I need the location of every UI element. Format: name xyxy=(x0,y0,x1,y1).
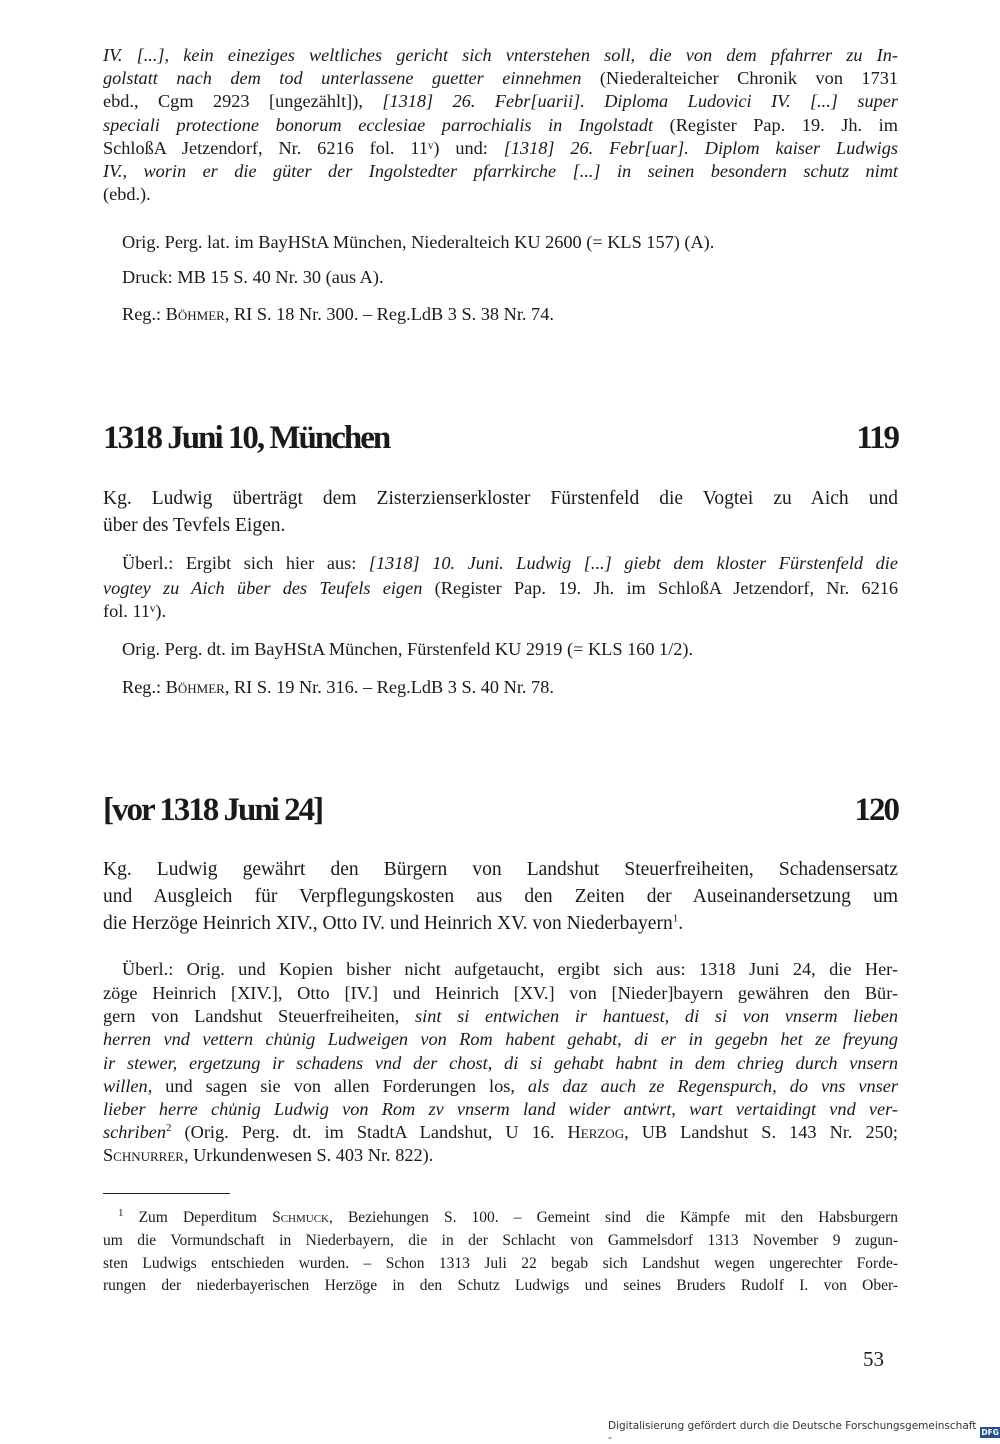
text-span: SchloßA Jetzendorf, Nr. 6216 fol. 11ᵛ) und: xyxy=(103,137,504,158)
footnote-cont xyxy=(103,1230,898,1298)
text-line: die Herzöge Heinrich XIV., Otto IV. und Heinrich XV. von Niederbayern$^1$. xyxy=(103,912,684,934)
orig-line: Orig. Perg. dt. im BayHStA München, Fürstenfeld KU 2919 (= KLS 160 1/2). xyxy=(122,639,694,659)
text-line xyxy=(103,1144,898,1167)
text-line: und Ausgleich für Verpflegungskosten aus den Zeiten der Auseinandersetzung um xyxy=(103,886,898,907)
text-span: , UB Landshut S. 143 Nr. 250; xyxy=(624,1122,899,1143)
reg-line xyxy=(122,676,898,699)
author-name: Schnurrer xyxy=(103,1145,184,1166)
reg-prefix: Reg.: xyxy=(122,677,166,697)
author-name: Böhmer xyxy=(165,304,225,324)
italic-span: vogtey zu Aich über des Teufels eigen xyxy=(103,578,423,598)
text-line: (ebd.). xyxy=(103,184,151,205)
entry-heading xyxy=(103,420,898,457)
entry-heading xyxy=(103,792,898,829)
text-span: gern von Landshut Steuerfreiheiten, xyxy=(103,1006,416,1027)
entry-summary xyxy=(103,485,898,539)
entry-number: 120 xyxy=(854,792,898,828)
continuation-paragraph xyxy=(103,44,898,206)
footnote-ref: 1 xyxy=(672,912,679,925)
reg-rest: , RI S. 19 Nr. 316. – Reg.LdB 3 S. 40 Nr. 78. xyxy=(224,677,554,697)
author-name: Böhmer xyxy=(165,677,225,697)
text-span: ebd., Cgm 2923 [ungezählt]), xyxy=(103,91,383,112)
entry-date: 1318 Juni 10, München xyxy=(103,420,390,456)
text-line: Kg. Ludwig gewährt den Bürgern von Landshut Steuerfreiheiten, Schadensersatz xyxy=(103,859,898,880)
text-span: (Niederalteicher Chronik von 1731 xyxy=(581,68,898,89)
italic-span: willen xyxy=(103,1075,148,1096)
text-line: Kg. Ludwig überträgt dem Zisterzienserkloster Fürstenfeld die Vogtei zu Aich und xyxy=(103,488,898,509)
text-span: die Herzöge Heinrich XIV., Otto IV. und Heinrich XV. von Niederbayern xyxy=(103,913,673,934)
italic-span: [1318] 10. Juni. Ludwig [...] giebt dem kloster Fürstenfeld die xyxy=(368,553,898,573)
footnote-divider xyxy=(103,1193,230,1194)
text-line: herren vnd vettern chu̍nig Ludweigen von Rom habent gehabt, di er in gegebn het ze freyung xyxy=(103,1029,898,1050)
text-line xyxy=(103,137,898,160)
author-name: Herzog xyxy=(567,1122,625,1143)
author-name: Schmuck xyxy=(272,1209,329,1226)
dfg-logo-icon: DFG xyxy=(981,1427,999,1437)
italic-span: sint si entwichen ir hantuest, di si von vnserm lieben xyxy=(415,1006,898,1027)
page-number: 53 xyxy=(863,1347,884,1371)
text-line: sten Ludwigs entschieden wurden. – Schon 1313 Juli 22 begab sich Landshut wegen ungerechter Forde- xyxy=(103,1254,898,1272)
footnote xyxy=(118,1207,898,1230)
text-line: IV. [...], kein eineziges weltliches gericht sich vnterstehen soll, die von dem pfahrrer zu In- xyxy=(103,45,898,65)
text-line: Überl.: Orig. und Kopien bisher nicht aufgetaucht, ergibt sich aus: 1318 Juni 24, die Her- xyxy=(122,959,898,979)
reg-rest: , RI S. 18 Nr. 300. – Reg.LdB 3 S. 38 Nr. 74. xyxy=(224,304,554,324)
text-span: , Urkundenwesen S. 403 Nr. 822). xyxy=(183,1145,434,1166)
text-span: (Register Pap. 19. Jh. im SchloßA Jetzendorf, Nr. 6216 xyxy=(422,578,898,598)
dfg-credit xyxy=(608,1420,1000,1444)
text-line: fol. 11ᵛ). xyxy=(103,601,167,622)
text-line: rungen der niederbayerischen Herzöge in den Schutz Ludwigs und seines Bruders Rudolf I. von Ober- xyxy=(103,1277,898,1294)
text-span: , und sagen sie von allen Forderungen los, xyxy=(147,1075,528,1096)
text-line: IV., worin er die güter der Ingolstedter pfarrkirche [...] in seinen besondern schutz nimt xyxy=(103,161,898,182)
text-line xyxy=(103,1075,898,1098)
text-span: Zum Deperditum xyxy=(123,1209,273,1226)
dfg-text: Digitalisierung gefördert durch die Deutsche Forschungsgemeinschaft - xyxy=(608,1420,977,1444)
druck-line: Druck: MB 15 S. 40 Nr. 30 (aus A). xyxy=(122,267,384,287)
italic-span: speciali protectione bonorum ecclesiae parrochialis in Ingolstadt xyxy=(103,114,654,135)
text-span: (Orig. Perg. dt. im StadtA Landshut, U 16. xyxy=(171,1122,568,1143)
italic-span: schriben xyxy=(103,1122,166,1143)
text-line xyxy=(103,67,898,90)
text-line xyxy=(103,1121,898,1144)
reg-prefix: Reg.: xyxy=(122,304,166,324)
italic-span: [1318] 26. Febr[uar]. Diplom kaiser Ludwigs xyxy=(503,137,898,158)
italic-span: [1318] 26. Febr[uarii]. Diploma Ludovici IV. [...] super xyxy=(382,91,898,112)
italic-span: golstatt nach dem tod unterlassene guetter einnehmen xyxy=(103,68,582,89)
italic-span: als daz auch ze Regenspurch, do vns vnser xyxy=(527,1075,898,1096)
text-line: ir stewer, ergetzung ir schadens vnd der chost, di si gehabt habnt in dem chrieg durch vnsern xyxy=(103,1052,898,1073)
text-line: zöge Heinrich [XIV.], Otto [IV.] und Heinrich [XV.] von [Nieder]bayern gewähren den Bür- xyxy=(103,983,898,1003)
entry-date: [vor 1318 Juni 24] xyxy=(103,792,323,828)
text-line: über des Tevfels Eigen. xyxy=(103,515,286,536)
footnote-marker: 1 xyxy=(118,1206,124,1219)
entry-summary xyxy=(103,856,898,937)
text-span: , Beziehungen S. 100. – Gemeint sind die Kämpfe mit den Habsburgern xyxy=(329,1209,898,1226)
text-line xyxy=(103,114,898,137)
text-line xyxy=(118,1207,898,1230)
text-span: (Register Pap. 19. Jh. im xyxy=(653,114,898,135)
ueberlieferung-cont xyxy=(103,577,898,623)
text-line xyxy=(103,577,898,600)
footnote-ref: 2 xyxy=(165,1122,172,1135)
text-line xyxy=(103,1005,898,1028)
text-line: um die Vormundschaft in Niederbayern, die in der Schlacht von Gammelsdorf 1313 November 9 zugun- xyxy=(103,1232,898,1249)
text-line xyxy=(122,552,898,575)
entry-number: 119 xyxy=(856,420,898,456)
ueberlieferung xyxy=(122,958,898,981)
text-line xyxy=(103,90,898,113)
reg-line xyxy=(122,303,898,326)
text-span: Überl.: Ergibt sich hier aus: xyxy=(122,553,369,573)
orig-line: Orig. Perg. lat. im BayHStA München, Niederalteich KU 2600 (= KLS 157) (A). xyxy=(122,232,715,252)
ueberlieferung xyxy=(122,552,898,575)
text-line: lieber herre chu̍nig Ludwig von Rom zv vnserm land wider antw̍rt, wart vertaidingt vnd ver- xyxy=(103,1099,898,1120)
ueberlieferung-cont xyxy=(103,982,898,1168)
